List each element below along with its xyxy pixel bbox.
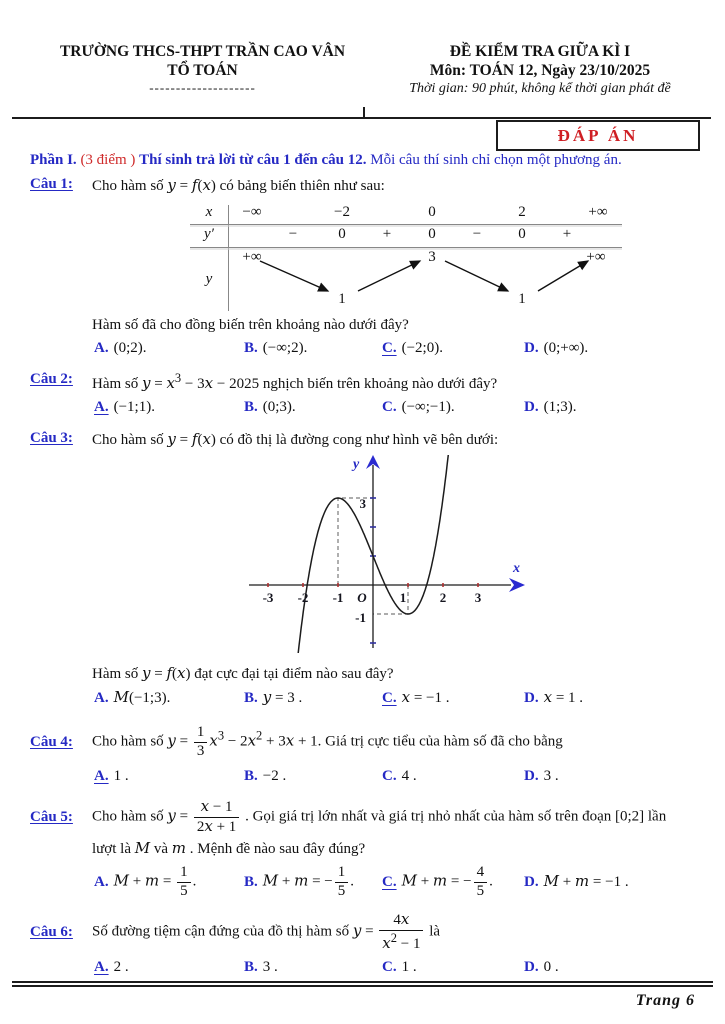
question-3-prompt: Hàm số y = f(x) đạt cực đại tại điểm nào sau đây? (92, 664, 394, 682)
option-c-text: M + m = − $\frac{4}{5}$ . (401, 863, 493, 899)
option-a-text: M(−1;3). (113, 688, 171, 706)
bbt-ytop-1: 3 (428, 249, 436, 265)
option-d (524, 956, 559, 979)
option-d-letter: D. (524, 768, 539, 784)
header-school-block (30, 42, 375, 98)
y-tick-label: 3 (359, 496, 366, 511)
question-3 (30, 430, 700, 710)
question-5-text: Cho hàm số y = $\frac{x - 1}{2x + 1}$ . Gọi giá trị lớn nhất và giá trị nhỏ nhất của hàm số trên đoạn [0;2] lần (92, 796, 667, 835)
option-b-letter: B. (244, 768, 258, 784)
bbt-x-4: +∞ (588, 204, 608, 220)
option-b-text: M + m = − $\frac{1}{5}$ . (262, 863, 354, 899)
exam-subject-date: Môn: TOÁN 12, Ngày 23/10/2025 (429, 62, 651, 79)
option-c-letter: C. (382, 768, 397, 784)
question-5-label: Câu 5: (30, 808, 73, 825)
question-5-options (30, 861, 700, 903)
header-rule (12, 117, 711, 119)
bbt-x-3: 2 (518, 204, 526, 220)
option-c-text: 4 . (401, 768, 417, 784)
question-4-label: Câu 4: (30, 733, 73, 750)
option-d-letter: D. (524, 689, 539, 706)
option-d-text: 3 . (543, 768, 559, 784)
option-a-letter: A. (94, 340, 109, 356)
question-2-label: Câu 2: (30, 371, 73, 387)
x-axis-label: x (513, 561, 520, 576)
option-c (382, 765, 524, 788)
bbt-func: y (205, 271, 213, 287)
option-c (382, 956, 524, 979)
answer-key-box (496, 120, 700, 151)
question-2-options (30, 396, 700, 419)
part1-label: Phần I. (30, 152, 77, 168)
option-d (524, 765, 559, 788)
option-a (94, 396, 244, 419)
option-b-letter: B. (244, 399, 258, 415)
bbt-ytop-0: +∞ (242, 249, 262, 265)
option-a (94, 865, 244, 900)
question-3-text: Cho hàm số y = f(x) có đồ thị là đường cong như hình vẽ bên dưới: (92, 430, 499, 448)
option-b-text: −2 . (262, 768, 287, 784)
bbt-x-1: −2 (334, 204, 350, 220)
bbt-sign-0: − (288, 226, 298, 242)
option-b (244, 396, 382, 419)
x-tick-label: -2 (297, 590, 309, 605)
option-d-text: (0;+∞). (543, 340, 589, 356)
bbt-arrows (190, 249, 622, 311)
option-b-text: y = 3 . (262, 688, 303, 706)
question-2-text: Hàm số $y = x^3 - 3x - 2025$ nghịch biến trên khoảng nào dưới đây? (92, 371, 498, 392)
option-b-text: (0;3). (262, 399, 296, 415)
part1-heading (30, 149, 700, 171)
page-number: Trang 6 (635, 992, 695, 1009)
part1-instruction: Mỗi câu thí sinh chỉ chọn một phương án. (370, 152, 622, 168)
bbt-arrow-down-2 (445, 261, 508, 291)
exam-duration: Thời gian: 90 phút, không kể thời gian phát đề (409, 81, 671, 96)
origin-label: O (357, 590, 367, 605)
option-a-text: M + m = $\frac{1}{5}$ . (113, 863, 197, 899)
footer-rule-bottom (12, 985, 713, 987)
x-tick-label: 3 (474, 590, 482, 605)
question-1-text: Cho hàm số y = f(x) có bảng biến thiên như sau: (92, 176, 385, 194)
option-c-letter: C. (382, 340, 397, 356)
option-a-letter: A. (94, 399, 109, 415)
part1-instruction-bold: Thí sinh trả lời từ câu 1 đến câu 12. (139, 152, 367, 168)
option-a-letter: A. (94, 873, 109, 890)
exam-title: ĐỀ KIỂM TRA GIỮA KÌ I (449, 43, 631, 60)
question-1-options (30, 337, 700, 360)
option-b (244, 865, 382, 900)
question-1-label: Câu 1: (30, 176, 73, 192)
question-4-text: Cho hàm số y = $\frac{1}{3}$ $x^3 - 2x^2 + 3x + 1$. Giá trị cực tiểu của hàm số đã cho bằng (92, 723, 563, 759)
option-b (244, 337, 382, 360)
bbt-sign-1: 0 (338, 226, 346, 242)
option-b-letter: B. (244, 873, 258, 890)
option-a-letter: A. (94, 768, 109, 784)
header-exam-block (380, 42, 700, 98)
answer-key-label: ĐÁP ÁN (557, 125, 639, 145)
option-b-letter: B. (244, 958, 258, 975)
question-2 (30, 371, 700, 419)
option-b (244, 686, 382, 710)
question-6-options (30, 956, 700, 979)
option-b (244, 765, 382, 788)
option-c-letter: C. (382, 689, 397, 706)
question-6-label: Câu 6: (30, 923, 73, 940)
page-header (30, 0, 700, 98)
x-axis-arrow-icon (509, 578, 525, 592)
question-3-label: Câu 3: (30, 430, 73, 446)
y-tick-label: -1 (355, 610, 366, 625)
option-a-text: (−1;1). (113, 399, 155, 415)
option-d-letter: D. (524, 399, 539, 415)
question-5-text-line2: lượt là M và m . Mệnh đề nào sau đây đúng? (92, 839, 366, 857)
option-d (524, 396, 577, 419)
bbt-x-0: −∞ (242, 204, 262, 220)
option-b-text: 3 . (262, 958, 278, 975)
option-a-letter: A. (94, 958, 109, 975)
bbt-deriv: y′ (204, 226, 214, 242)
option-d-text: 0 . (543, 958, 559, 975)
option-d-letter: D. (524, 340, 539, 356)
variation-table (190, 203, 622, 311)
question-5 (30, 797, 700, 903)
x-tick-label: -1 (332, 590, 344, 605)
part1-points: (3 điểm ) (80, 152, 136, 168)
y-axis-label: y (353, 457, 360, 472)
question-3-options (30, 686, 700, 710)
option-d-letter: D. (524, 958, 539, 975)
option-c-text: 1 . (401, 958, 417, 975)
option-b (244, 956, 382, 979)
option-a (94, 765, 244, 788)
bbt-ybot-1: 1 (518, 291, 526, 307)
option-c-letter: C. (382, 958, 397, 975)
option-d-text: M + m = −1 . (543, 872, 629, 890)
bbt-ytop-2: +∞ (586, 249, 606, 265)
option-a-text: (0;2). (113, 340, 147, 356)
option-c-text: (−2;0). (401, 340, 443, 356)
option-c-text: x = −1 . (401, 688, 450, 706)
cubic-function-graph (245, 455, 527, 653)
option-d (524, 337, 588, 360)
question-1-prompt: Hàm số đã cho đồng biến trên khoảng nào dưới đây? (92, 317, 409, 333)
option-b-text: (−∞;2). (262, 340, 308, 356)
option-b-letter: B. (244, 340, 258, 356)
variation-table-hline2 (190, 247, 622, 248)
option-a-text: 1 . (113, 768, 129, 784)
bbt-x-2: 0 (428, 204, 436, 220)
option-c (382, 396, 524, 419)
bbt-sign-2: + (382, 226, 392, 242)
header-divider-dashes: -------------------- (149, 80, 256, 95)
option-c (382, 337, 524, 360)
bbt-arrow-down-1 (260, 261, 328, 291)
option-d (524, 870, 629, 894)
bbt-arrow-up-1 (358, 261, 420, 291)
question-6-text: Số đường tiệm cận đứng của đồ thị hàm số y = $\frac{4x}{x^2 - 1}$ là (92, 910, 441, 952)
bbt-ybot-0: 1 (338, 291, 346, 307)
option-d (524, 686, 583, 710)
bbt-var: x (205, 204, 213, 220)
header-rule-tick (363, 107, 365, 117)
bbt-sign-4: − (472, 226, 482, 242)
option-b-letter: B. (244, 689, 258, 706)
option-d-text: (1;3). (543, 399, 577, 415)
question-4-options (30, 765, 700, 788)
option-c-letter: C. (382, 873, 397, 890)
variation-table-hline1 (190, 224, 622, 225)
footer-rule-top (12, 981, 713, 983)
option-a (94, 337, 244, 360)
option-a-text: 2 . (113, 958, 129, 975)
option-a (94, 686, 244, 710)
option-c (382, 686, 524, 710)
option-d-text: x = 1 . (543, 688, 584, 706)
school-name: TRƯỜNG THCS-THPT TRẦN CAO VÂN (59, 43, 346, 60)
option-d-letter: D. (524, 873, 539, 890)
department-name: TỔ TOÁN (167, 62, 238, 79)
x-tick-label: -3 (262, 590, 274, 605)
bbt-sign-3: 0 (428, 226, 436, 242)
option-a-letter: A. (94, 689, 109, 706)
bbt-sign-6: + (562, 226, 572, 242)
x-tick-label: 1 (399, 590, 407, 605)
question-4 (30, 722, 700, 788)
option-c (382, 865, 524, 900)
question-6 (30, 912, 700, 979)
option-c-text: (−∞;−1). (401, 399, 455, 415)
option-a (94, 956, 244, 979)
question-1 (30, 176, 700, 360)
x-tick-label: 2 (439, 590, 447, 605)
bbt-sign-5: 0 (518, 226, 526, 242)
option-c-letter: C. (382, 399, 397, 415)
bbt-arrow-up-2 (538, 261, 588, 291)
